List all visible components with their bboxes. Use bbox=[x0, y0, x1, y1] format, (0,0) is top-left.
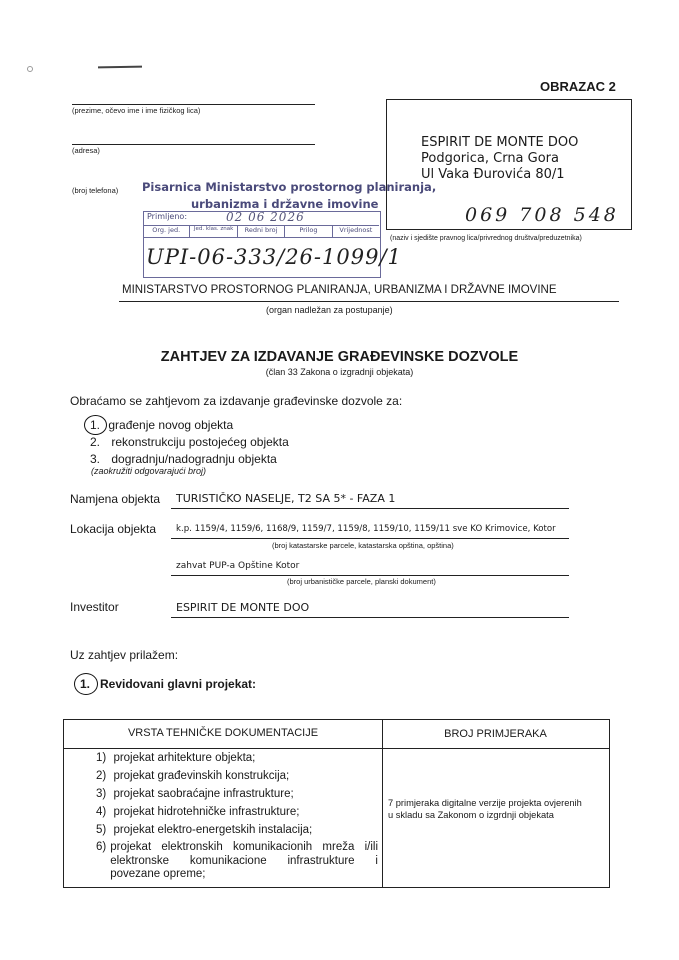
stamp-col-number: Redni broj bbox=[238, 226, 285, 237]
stamp-received-label: Primljeno: bbox=[147, 212, 188, 221]
name-line bbox=[72, 104, 315, 105]
row-3-text: projekat saobraćajne infrastrukture; bbox=[113, 788, 294, 800]
location-caption: (broj katastarske parcele, katastarska opština, opština) bbox=[272, 541, 454, 550]
authority-caption: (organ nadležan za postupanje) bbox=[266, 305, 393, 315]
option-3-num: 3. bbox=[90, 452, 101, 466]
section-1-num: 1. bbox=[80, 677, 91, 691]
table-row bbox=[96, 770, 289, 782]
address-caption: (adresa) bbox=[72, 146, 100, 155]
row-3-num: 3) bbox=[96, 788, 107, 800]
authority-line bbox=[119, 301, 619, 302]
scan-mark bbox=[27, 66, 33, 72]
option-1 bbox=[90, 418, 233, 432]
row-1-text: projekat arhitekture objekta; bbox=[113, 752, 256, 764]
investor-line bbox=[171, 617, 569, 618]
pen-mark bbox=[98, 66, 142, 69]
section-1-title: Revidovani glavni projekat: bbox=[100, 677, 257, 691]
row-4-num: 4) bbox=[96, 806, 107, 818]
options-note: (zaokružiti odgovarajući broj) bbox=[91, 466, 207, 476]
company-city: Podgorica, Crna Gora bbox=[421, 151, 559, 166]
option-3 bbox=[90, 452, 277, 466]
row-2-num: 2) bbox=[96, 770, 107, 782]
stamp-col-attachment: Prilog bbox=[285, 226, 332, 237]
phone-caption: (broj telefona) bbox=[72, 186, 119, 195]
row-5-text: projekat elektro-energetskih instalacija; bbox=[113, 824, 313, 836]
company-caption: (naziv i sjedište pravnog lica/privrednog društva/preduzetnika) bbox=[390, 235, 582, 242]
zone-value: zahvat PUP-a Opštine Kotor bbox=[176, 561, 300, 571]
table-row bbox=[96, 841, 378, 882]
company-name: ESPIRIT DE MONTE DOO bbox=[421, 135, 579, 150]
row-5-num: 5) bbox=[96, 824, 107, 836]
stamp-received-date: 02 06 2026 bbox=[226, 210, 305, 224]
option-3-text: dogradnju/nadogradnju objekta bbox=[111, 452, 277, 466]
stamp-col-org: Org. jed. bbox=[143, 226, 190, 237]
investor-label: Investitor bbox=[70, 600, 119, 614]
option-2-text: rekonstrukciju postojećeg objekta bbox=[111, 435, 289, 449]
row-4-text: projekat hidrotehničke infrastrukture; bbox=[113, 806, 300, 818]
documentation-table bbox=[63, 719, 610, 888]
stamp-line-1: Pisarnica Ministarstvo prostornog planiranja, bbox=[142, 180, 437, 194]
stamp-line-2: urbanizma i državne imovine bbox=[191, 197, 379, 211]
row-2-text: projekat građevinskih konstrukcija; bbox=[113, 770, 290, 782]
zone-caption: (broj urbanističke parcele, planski dokument) bbox=[287, 577, 436, 586]
purpose-line bbox=[171, 508, 569, 509]
stamp-col-value: Vrijednost bbox=[339, 226, 373, 234]
page-title: ZAHTJEV ZA IZDAVANJE GRAĐEVINSKE DOZVOLE bbox=[160, 349, 519, 365]
row-6-text: projekat elektronskih komunikacionih mreža i/ili elektronske komunikacione infrastrukture i povezane opreme; bbox=[110, 841, 378, 880]
table-row bbox=[96, 788, 294, 800]
address-line bbox=[72, 144, 315, 145]
stamp-number-handwritten: UPI-06-333/26-1099/1 bbox=[146, 245, 402, 269]
location-line bbox=[171, 538, 569, 539]
page-subtitle: (član 33 Zakona o izgradnji objekata) bbox=[265, 367, 414, 377]
table-vertical-divider bbox=[382, 720, 383, 887]
row-1-num: 1) bbox=[96, 752, 107, 764]
attach-intro: Uz zahtjev prilažem: bbox=[70, 648, 179, 662]
row-6-num: 6) bbox=[96, 841, 107, 853]
authority-name: MINISTARSTVO PROSTORNOG PLANIRANJA, URBANIZMA I DRŽAVNE IMOVINE bbox=[122, 284, 557, 296]
investor-value: ESPIRIT DE MONTE DOO bbox=[176, 601, 310, 614]
company-phone-handwritten: 069 708 548 bbox=[465, 204, 619, 226]
form-code: OBRAZAC 2 bbox=[540, 79, 616, 94]
company-street: Ul Vaka Đurovića 80/1 bbox=[421, 167, 565, 182]
table-header-left: VRSTA TEHNIČKE DOKUMENTACIJE bbox=[127, 727, 319, 739]
table-row bbox=[96, 752, 255, 764]
location-label: Lokacija objekta bbox=[70, 522, 157, 536]
table-row bbox=[96, 824, 312, 836]
option-2-num: 2. bbox=[90, 435, 101, 449]
option-1-num: 1. bbox=[90, 418, 101, 432]
purpose-value: TURISTIČKO NASELJE, T2 SA 5* - FAZA 1 bbox=[176, 492, 396, 505]
zone-line bbox=[171, 575, 569, 576]
option-2 bbox=[90, 435, 289, 449]
location-value: k.p. 1159/4, 1159/6, 1168/9, 1159/7, 1159/8, 1159/10, 1159/11 sve KO Krimovice, Kotor bbox=[176, 524, 556, 534]
copies-text: 7 primjeraka digitalne verzije projekta ovjerenih u skladu sa Zakonom o izgrdnji objekata bbox=[388, 798, 582, 820]
table-header-right: BROJ PRIMJERAKA bbox=[444, 728, 547, 740]
table-row bbox=[96, 806, 299, 818]
stamp-col-class: Jed. klas. znak bbox=[190, 226, 237, 237]
intro-text: Obraćamo se zahtjevom za izdavanje građevinske dozvole za: bbox=[70, 394, 403, 408]
option-1-text: građenje novog objekta bbox=[108, 418, 234, 432]
name-caption: (prezime, očevo ime i ime fizičkog lica) bbox=[72, 106, 201, 115]
table-header-divider bbox=[64, 748, 609, 749]
purpose-label: Namjena objekta bbox=[70, 492, 161, 506]
